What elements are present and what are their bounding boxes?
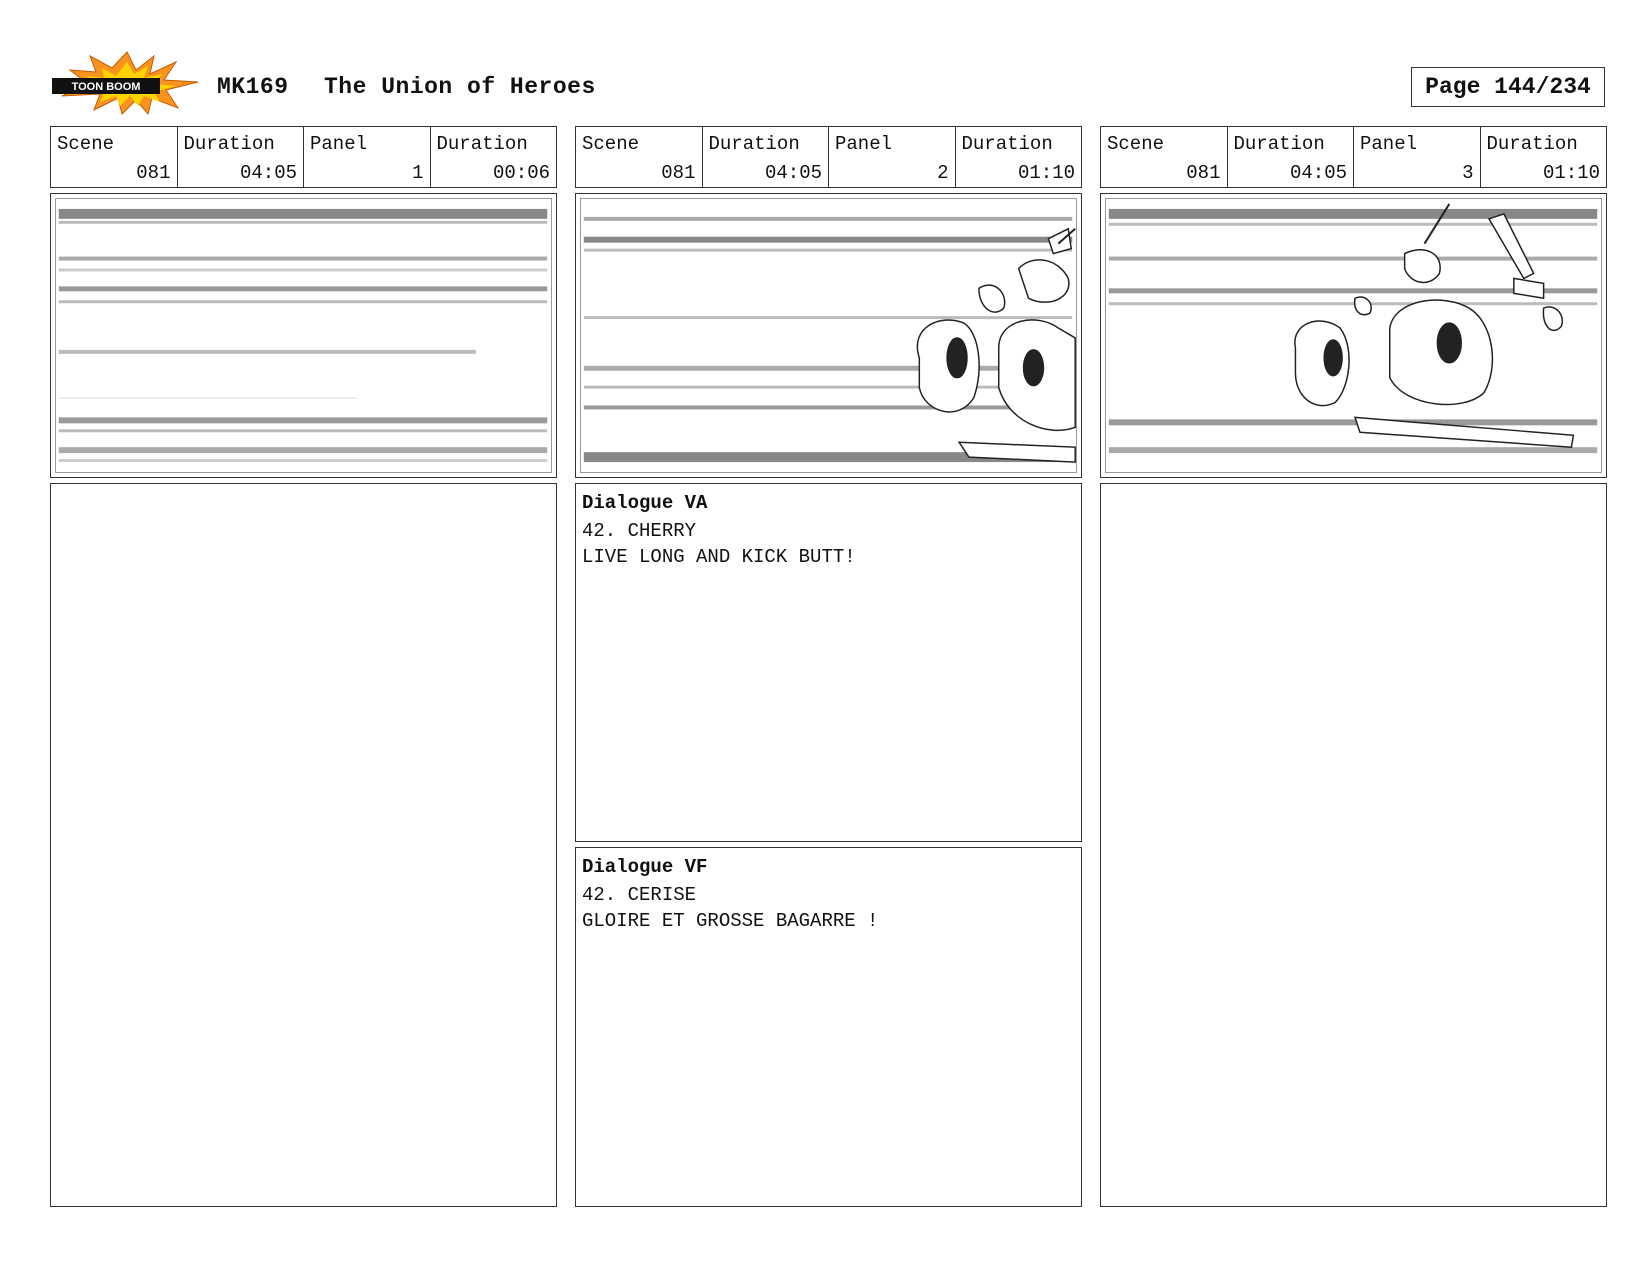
dialogue-vf-heading: Dialogue VF: [582, 856, 708, 878]
panel-duration-cell: [1480, 127, 1607, 187]
scene-duration-value: 04:05: [1289, 162, 1347, 184]
dialogue-va-line: LIVE LONG AND KICK BUTT!: [582, 546, 856, 568]
scene-duration-cell: [1227, 127, 1354, 187]
panel-duration-label: Duration: [961, 133, 1053, 155]
speed-lines-sketch: [55, 198, 552, 473]
scene-value: 081: [661, 162, 696, 184]
scene-value: 081: [1186, 162, 1221, 184]
panel-cell: [1353, 127, 1480, 187]
scene-duration-cell: [702, 127, 829, 187]
dialogue-vf-line: GLOIRE ET GROSSE BAGARRE !: [582, 910, 879, 932]
panel-duration-cell: [430, 127, 557, 187]
panel-info-header: [575, 126, 1082, 188]
panel-label: Panel: [1360, 133, 1418, 155]
panel-duration-value: 00:06: [492, 162, 550, 184]
panel-label: Panel: [835, 133, 893, 155]
scene-duration-label: Duration: [183, 133, 275, 155]
panel-value: 3: [1462, 162, 1474, 184]
scene-duration-value: 04:05: [239, 162, 297, 184]
logo-text: TOON BOOM: [71, 81, 141, 93]
panel-duration-value: 01:10: [1017, 162, 1075, 184]
scene-cell: [51, 127, 177, 187]
scene-value: 081: [136, 162, 171, 184]
panel-duration-label: Duration: [1486, 133, 1578, 155]
scene-duration-label: Duration: [708, 133, 800, 155]
panel-cell: [828, 127, 955, 187]
storyboard-frame-3: [1100, 193, 1607, 478]
scene-cell: [576, 127, 702, 187]
storyboard-frame-1: [50, 193, 557, 478]
scene-duration-cell: [177, 127, 304, 187]
production-code: MK169: [217, 74, 289, 100]
scene-label: Scene: [1107, 133, 1165, 155]
notes-area-1: [50, 483, 557, 1207]
heroes-charging-sketch: [1105, 198, 1602, 473]
dialogue-vf-speaker: 42. CERISE: [582, 884, 697, 906]
panel-label: Panel: [310, 133, 368, 155]
panel-value: 1: [412, 162, 424, 184]
scene-duration-label: Duration: [1233, 133, 1325, 155]
heroes-charging-sketch: [580, 198, 1077, 473]
scene-duration-value: 04:05: [764, 162, 822, 184]
notes-area-3: [1100, 483, 1607, 1207]
panel-info-header: [50, 126, 557, 188]
dialogue-va-heading: Dialogue VA: [582, 492, 708, 514]
storyboard-frame-2: [575, 193, 1082, 478]
scene-label: Scene: [57, 133, 115, 155]
panel-value: 2: [937, 162, 949, 184]
dialogue-vf-box: [575, 847, 1082, 1207]
panel-duration-cell: [955, 127, 1082, 187]
toon-boom-logo: [52, 50, 202, 116]
scene-label: Scene: [582, 133, 640, 155]
production-title: The Union of Heroes: [324, 74, 596, 100]
dialogue-va-speaker: 42. CHERRY: [582, 520, 697, 542]
dialogue-va-box: [575, 483, 1082, 842]
page-indicator: Page 144/234: [1411, 67, 1605, 107]
panel-duration-value: 01:10: [1542, 162, 1600, 184]
panel-cell: [303, 127, 430, 187]
panel-duration-label: Duration: [436, 133, 528, 155]
scene-cell: [1101, 127, 1227, 187]
panel-info-header: [1100, 126, 1607, 188]
